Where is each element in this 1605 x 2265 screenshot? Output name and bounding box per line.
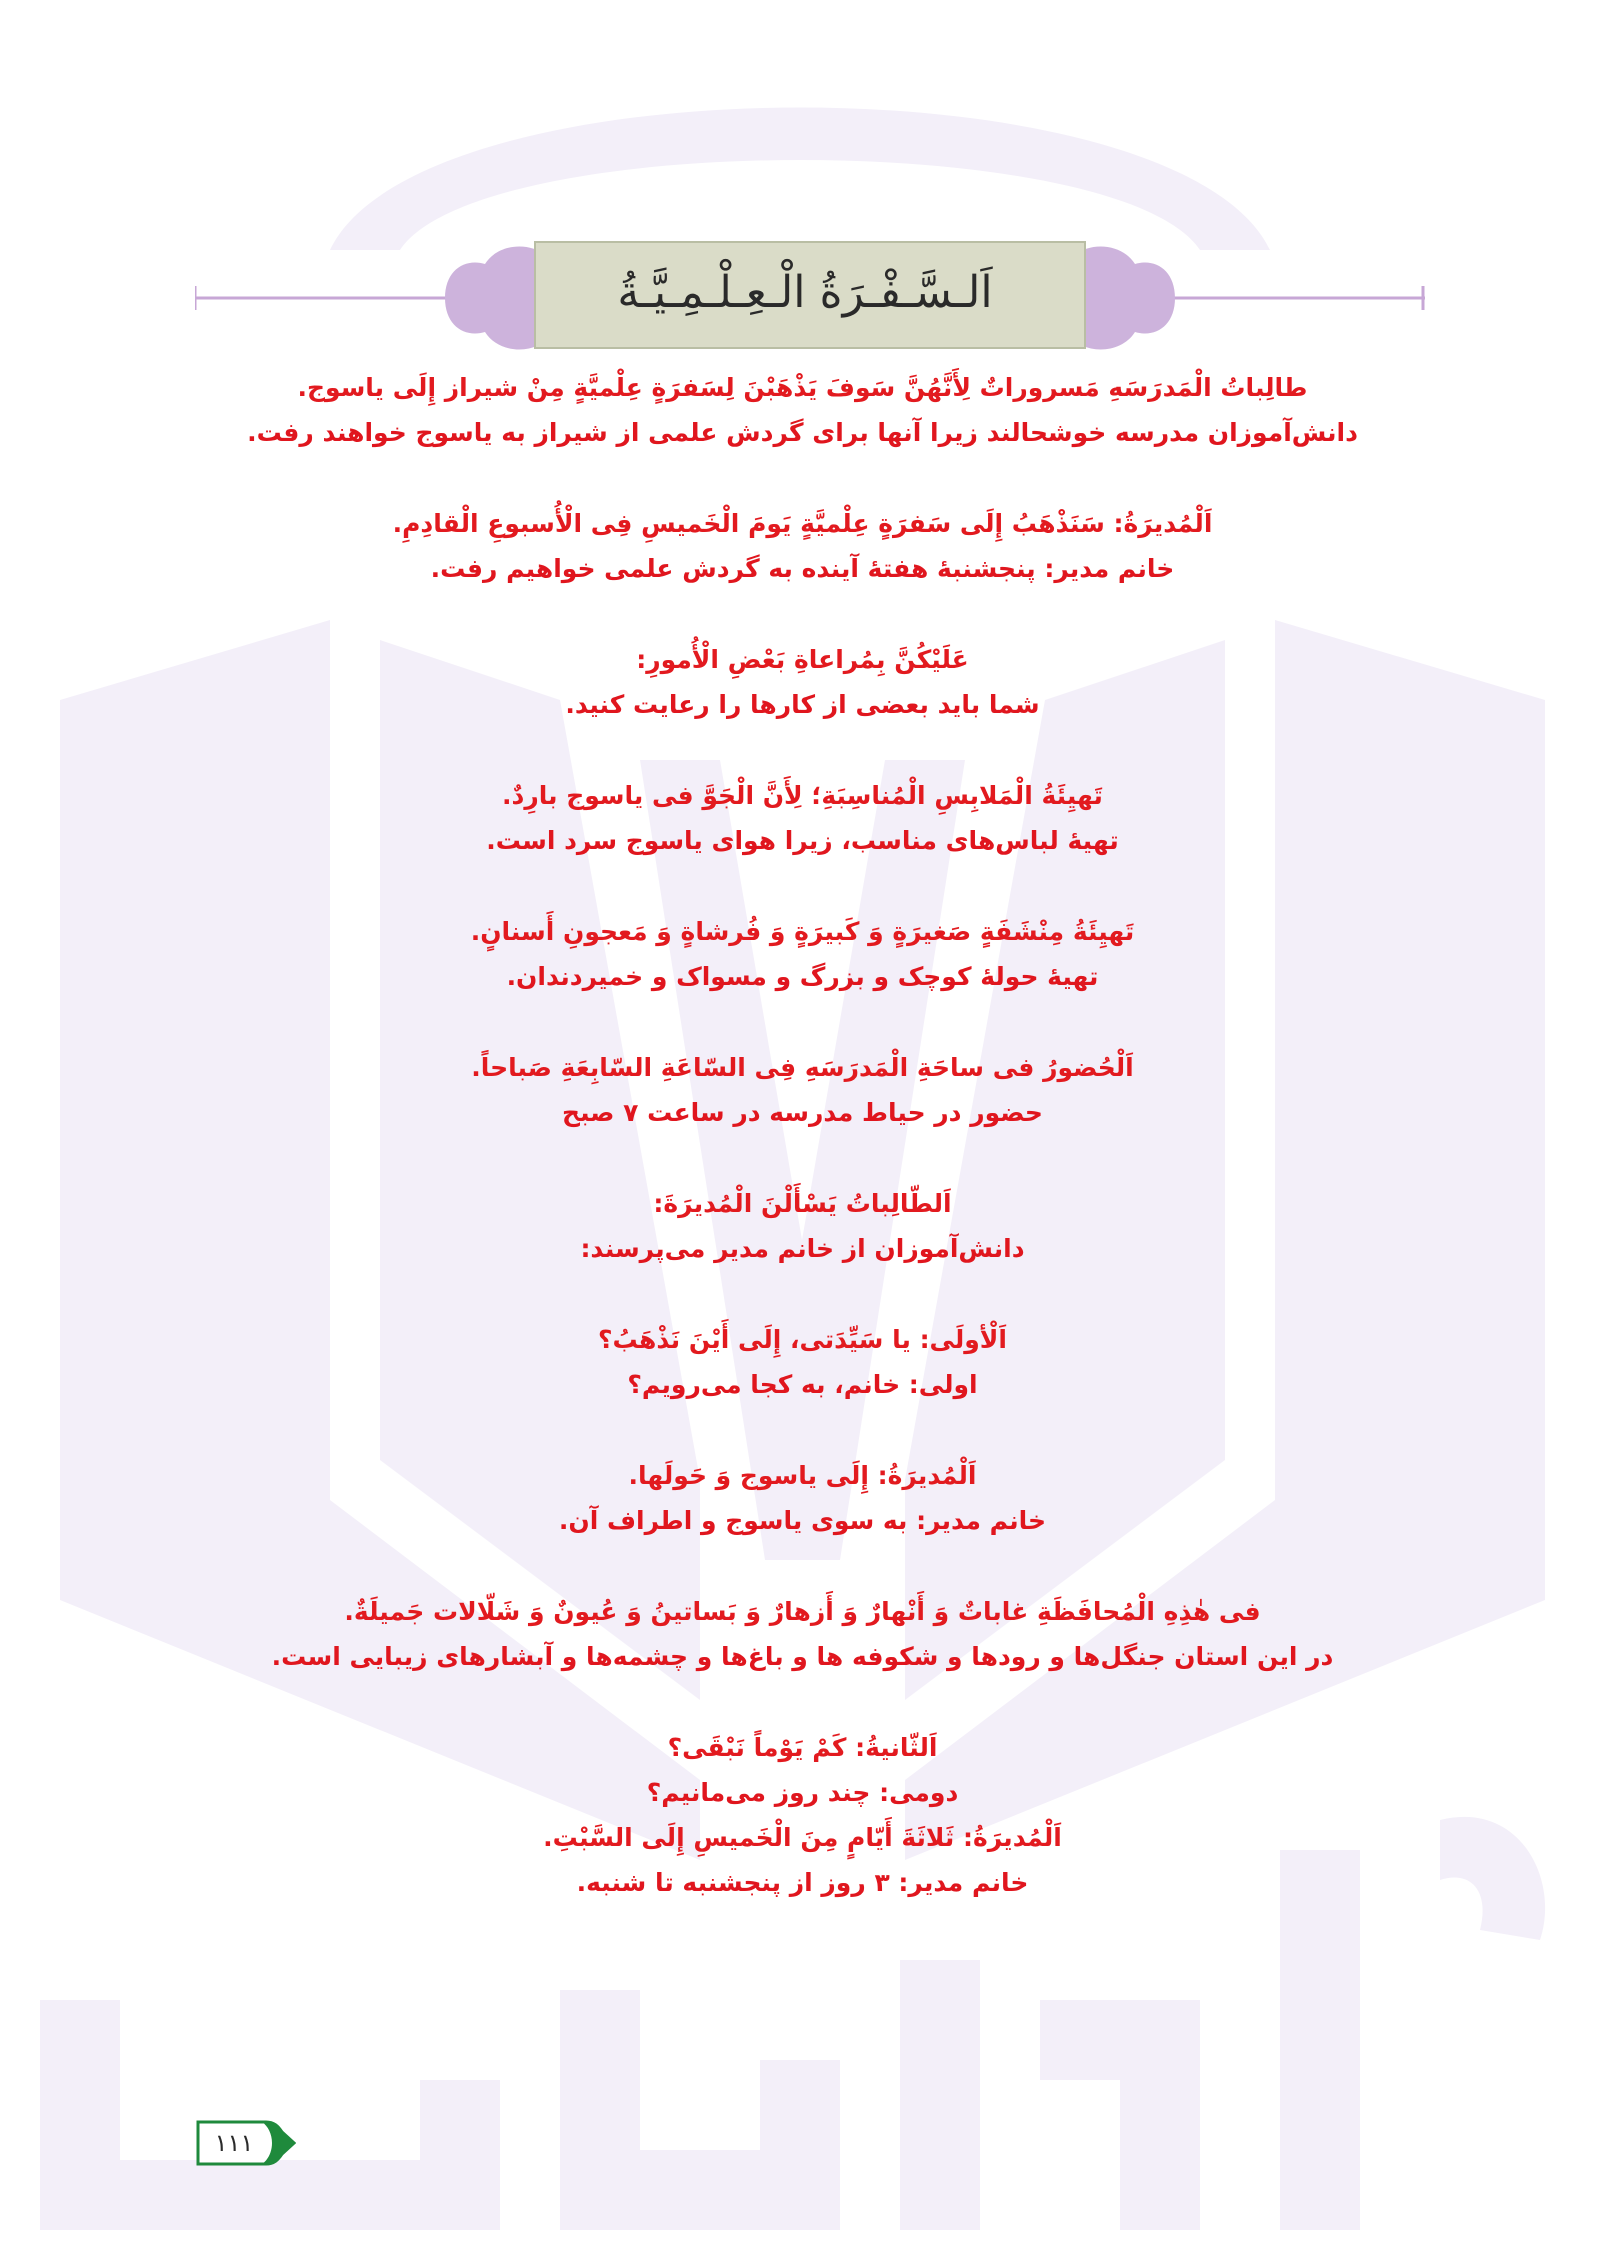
persian-translation: خانم مدیر: پنجشنبهٔ هفتهٔ آینده به گردش علمی خواهیم رفت. xyxy=(430,554,1175,583)
persian-translation: تهیهٔ لباس‌های مناسب، زیرا هوای یاسوج سرد است. xyxy=(486,826,1119,855)
arabic-line: اَلْمُديرَةُ: إِلَى یاسوج وَ حَولَها. xyxy=(628,1461,977,1490)
text-block xyxy=(180,365,1425,455)
text-block xyxy=(180,1453,1425,1543)
arabic-line: تَهيِئَةُ الْمَلابِسِ الْمُناسِبَةِ؛ لِأَنَّ الْجَوَّ فی یاسوج بارِدٌ. xyxy=(502,781,1103,810)
arabic-line: فی هٰذِهِ الْمُحافَظَةِ غاباتٌ وَ أَنْهارٌ وَ أَزهارٌ وَ بَساتينُ وَ عُيونٌ وَ شَلّالات جَميلَةٌ. xyxy=(344,1597,1261,1626)
text-block xyxy=(180,773,1425,863)
arabic-line: اَلطّالِباتُ يَسْأَلْنَ الْمُديرَةَ: xyxy=(653,1189,952,1218)
arabic-line: تَهيِئَةُ مِنْشَفَةٍ صَغيرَةٍ وَ كَبيرَةٍ وَ فُرشاةٍ وَ مَعجونِ أَسنانٍ. xyxy=(470,917,1135,946)
arabic-line: اَلثّانيةُ: كَمْ يَوْماً نَبْقَى؟ xyxy=(667,1733,938,1762)
text-block xyxy=(180,909,1425,999)
persian-translation: اولی: خانم، به کجا می‌رویم؟ xyxy=(627,1370,978,1399)
text-block xyxy=(180,1045,1425,1135)
persian-translation: حضور در حیاط مدرسه در ساعت ۷ صبح xyxy=(562,1098,1043,1127)
page-title: اَلـسَّـفْـرَةُ الْـعِـلْـمِـيَّـةُ xyxy=(617,267,993,318)
persian-translation: خانم مدیر: به سوی یاسوج و اطراف آن. xyxy=(558,1506,1047,1535)
text-block xyxy=(180,1317,1425,1407)
text-block xyxy=(180,1181,1425,1271)
arabic-line: اَلْمُديرَةُ: ثَلاثَةَ أَيّامٍ مِنَ الْخَميسِ إِلَى السَّبْتِ. xyxy=(543,1823,1062,1852)
arabic-line: اَلْأولَى: يا سَيِّدَتی، إِلَى أَيْنَ نَذْهَبُ؟ xyxy=(598,1325,1007,1354)
persian-translation: شما باید بعضی از کارها را رعایت کنید. xyxy=(565,690,1040,719)
lesson-text xyxy=(180,365,1425,1951)
text-block xyxy=(180,1589,1425,1679)
text-block-final xyxy=(180,1725,1425,1905)
arabic-line: عَلَيْكُنَّ بِمُراعاةِ بَعْضِ الْأُمورِ: xyxy=(636,645,969,674)
text-block xyxy=(180,637,1425,727)
persian-translation: در این استان جنگل‌ها و رودها و شکوفه ها و باغ‌ها و چشمه‌ها و آبشارهای زیبایی است. xyxy=(271,1642,1334,1671)
text-block xyxy=(180,501,1425,591)
arabic-line: اَلْمُديرَةُ: سَنَذْهَبُ إِلَى سَفرَةٍ عِلْمیَّةٍ یَومَ الْخَميسِ فِی الْأُسبوعِ الْقادِمِ. xyxy=(392,509,1213,538)
persian-translation: دانش‌آموزان از خانم مدیر می‌پرسند: xyxy=(580,1234,1025,1263)
arabic-line: اَلْحُضورُ فی ساحَةِ الْمَدرَسَهِ فِی السّاعَةِ السّابِعَةِ صَباحاً. xyxy=(471,1053,1134,1082)
persian-translation: خانم مدیر: ۳ روز از پنجشنبه تا شنبه. xyxy=(576,1868,1029,1897)
persian-translation: دانش‌آموزان مدرسه خوشحالند زیرا آنها برای گردش علمی از شیراز به یاسوج خواهند رفت. xyxy=(247,418,1358,447)
persian-translation: دومی: چند روز می‌مانیم؟ xyxy=(646,1778,959,1807)
persian-translation: تهیهٔ حولهٔ کوچک و بزرگ و مسواک و خمیردندان. xyxy=(506,962,1099,991)
page-number: ١١١ xyxy=(214,2129,254,2157)
arabic-line: طالِباتُ الْمَدرَسَهِ مَسروراتٌ لِأَنَّهُنَّ سَوفَ يَذْهَبْنَ لِسَفرَةٍ عِلْمیَّةٍ مِنْ شيراز إِلَى یاسوج. xyxy=(297,373,1308,402)
